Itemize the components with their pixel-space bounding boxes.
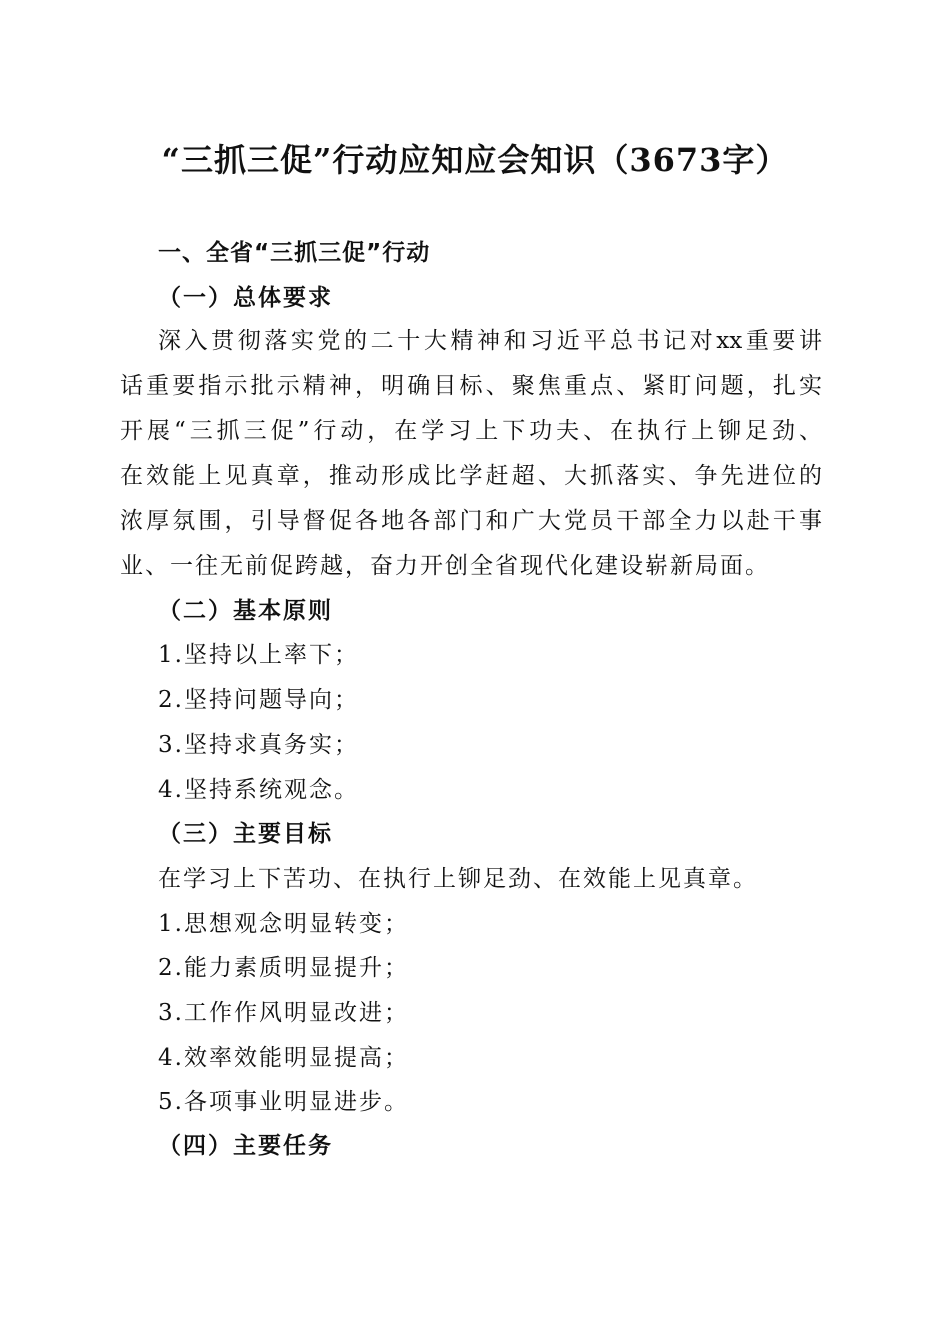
section-heading: 一、全省“三抓三促”行动 <box>158 240 431 266</box>
list-item: 2.坚持问题导向； <box>158 687 359 713</box>
paragraph-line: 开展“三抓三促”行动，在学习上下功夫、在执行上铆足劲、 <box>120 418 822 444</box>
paragraph-line: 在学习上下苦功、在执行上铆足劲、在效能上见真章。 <box>158 866 758 892</box>
list-item: 5.各项事业明显进步。 <box>158 1089 409 1115</box>
paragraph-line: 话重要指示批示精神，明确目标、聚焦重点、紧盯问题，扎实 <box>120 373 822 399</box>
paragraph-line: 深入贯彻落实党的二十大精神和习近平总书记对xx重要讲 <box>158 328 822 354</box>
paragraph-line: 业、一往无前促跨越，奋力开创全省现代化建设崭新局面。 <box>120 553 770 579</box>
subsection-heading: （一）总体要求 <box>158 284 333 311</box>
subsection-heading: （三）主要目标 <box>158 820 333 847</box>
paragraph-line: 在效能上见真章，推动形成比学赶超、大抓落实、争先进位的 <box>120 463 822 489</box>
document-title: “三抓三促”行动应知应会知识（3673字） <box>161 141 789 179</box>
list-item: 4.效率效能明显提高； <box>158 1045 409 1071</box>
paragraph-line: 浓厚氛围，引导督促各地各部门和广大党员干部全力以赴干事 <box>120 508 822 534</box>
list-item: 3.坚持求真务实； <box>158 732 359 758</box>
subsection-heading: （二）基本原则 <box>158 597 333 624</box>
list-item: 1.思想观念明显转变； <box>158 911 409 937</box>
list-item: 4.坚持系统观念。 <box>158 777 359 803</box>
list-item: 3.工作作风明显改进； <box>158 1000 409 1026</box>
subsection-heading: （四）主要任务 <box>158 1132 333 1159</box>
list-item: 1.坚持以上率下； <box>158 642 359 668</box>
list-item: 2.能力素质明显提升； <box>158 955 409 981</box>
